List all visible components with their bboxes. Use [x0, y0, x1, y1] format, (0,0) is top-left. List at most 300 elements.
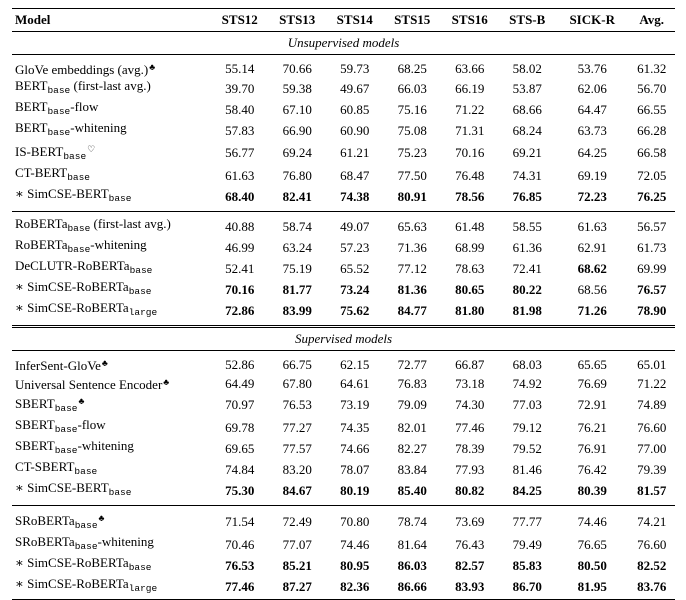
- model-subscript: base: [47, 85, 71, 96]
- score-cell: 64.47: [577, 101, 607, 117]
- score-cell: 82.36: [340, 578, 370, 594]
- score-cell: 75.62: [340, 302, 370, 318]
- score-cell: 59.73: [340, 60, 370, 76]
- table-header: [12, 9, 675, 32]
- header-row: [12, 9, 675, 32]
- score-cell: 76.60: [637, 419, 667, 435]
- score-cell: 73.18: [455, 375, 485, 391]
- score-cell: 79.12: [512, 419, 542, 435]
- score-cell: 69.99: [637, 260, 667, 276]
- model-subscript: base: [54, 445, 78, 456]
- table-row: [12, 186, 675, 207]
- score-cell: 80.39: [577, 482, 607, 498]
- score-cell: 68.99: [455, 239, 485, 255]
- score-cell: 81.77: [282, 281, 312, 297]
- model-suffix: -whitening: [70, 120, 127, 135]
- score-cell: 62.06: [577, 80, 607, 96]
- score-cell: 76.57: [637, 281, 667, 297]
- footnote-symbol: ♡: [87, 144, 96, 154]
- model-name-cell: [12, 510, 211, 534]
- model-subscript: base: [67, 244, 91, 255]
- score-cell: 77.12: [397, 260, 427, 276]
- score-cell: 72.86: [225, 302, 255, 318]
- score-cell: 76.25: [637, 188, 667, 204]
- model-name-cell: [12, 78, 211, 99]
- score-cell: 78.39: [455, 440, 485, 456]
- column-header: STS-B: [499, 9, 557, 32]
- score-cell: 76.91: [577, 440, 607, 456]
- score-cell: 52.86: [225, 356, 255, 372]
- score-cell: 58.74: [282, 218, 312, 234]
- column-header: STS13: [269, 9, 327, 32]
- column-header: STS15: [384, 9, 442, 32]
- score-cell: 59.38: [282, 80, 312, 96]
- model-subscript: base: [128, 286, 152, 297]
- table-row: [12, 216, 675, 237]
- table-row: [12, 279, 675, 300]
- model-name: BERT: [15, 78, 48, 93]
- score-cell: 72.23: [577, 188, 607, 204]
- score-cell: 46.99: [225, 239, 255, 255]
- column-header: SICK-R: [556, 9, 628, 32]
- model-suffix: (first-last avg.): [90, 216, 171, 231]
- score-cell: 84.25: [512, 482, 542, 498]
- score-cell: 69.19: [577, 167, 607, 183]
- score-cell: 66.19: [455, 80, 485, 96]
- score-cell: 80.50: [577, 557, 607, 573]
- model-name: ∗ SimCSE-BERT: [15, 480, 109, 495]
- score-cell: 77.46: [225, 578, 255, 594]
- score-cell: 65.65: [577, 356, 607, 372]
- model-subscript: base: [108, 193, 132, 204]
- score-cell: 74.46: [340, 536, 370, 552]
- score-cell: 77.27: [282, 419, 312, 435]
- model-subscript: large: [128, 583, 158, 594]
- table-row: [12, 120, 675, 141]
- score-cell: 82.41: [282, 188, 312, 204]
- model-name-cell: [12, 480, 211, 501]
- score-cell: 49.07: [340, 218, 370, 234]
- score-cell: 71.36: [397, 239, 427, 255]
- score-cell: 66.28: [637, 122, 667, 138]
- score-cell: 60.85: [340, 101, 370, 117]
- model-name-cell: [12, 237, 211, 258]
- table-row: [12, 258, 675, 279]
- model-name: SRoBERTa: [15, 534, 75, 549]
- model-name: CT-BERT: [15, 165, 68, 180]
- model-suffix: -flow: [70, 99, 99, 114]
- model-name: RoBERTa: [15, 237, 68, 252]
- model-name: SBERT: [15, 438, 55, 453]
- model-name-cell: [12, 300, 211, 321]
- score-cell: 49.67: [340, 80, 370, 96]
- score-cell: 62.15: [340, 356, 370, 372]
- score-cell: 83.76: [637, 578, 667, 594]
- model-name-cell: [12, 576, 211, 597]
- model-name-cell: [12, 438, 211, 459]
- score-cell: 78.63: [455, 260, 485, 276]
- model-subscript: base: [47, 106, 71, 117]
- score-cell: 71.31: [455, 122, 485, 138]
- score-cell: 75.23: [397, 145, 427, 160]
- score-cell: 76.53: [225, 557, 255, 573]
- model-name: BERT: [15, 99, 48, 114]
- model-suffix: -flow: [77, 417, 106, 432]
- table-row: [12, 59, 675, 78]
- score-cell: 76.69: [577, 375, 607, 391]
- score-cell: 64.49: [225, 375, 255, 391]
- score-cell: 78.90: [637, 302, 667, 318]
- score-cell: 66.90: [282, 122, 312, 138]
- model-name-cell: [12, 534, 211, 555]
- model-subscript: base: [129, 265, 153, 276]
- model-name-cell: [12, 216, 211, 237]
- score-cell: 76.85: [512, 188, 542, 204]
- score-cell: 86.66: [397, 578, 427, 594]
- score-cell: 75.30: [225, 482, 255, 498]
- score-cell: 80.65: [455, 281, 485, 297]
- model-name: BERT: [15, 120, 48, 135]
- model-name: SBERT: [15, 396, 55, 411]
- table-body: [12, 32, 675, 600]
- score-cell: 70.80: [340, 514, 370, 529]
- score-cell: 58.02: [512, 60, 542, 76]
- score-cell: 64.25: [577, 145, 607, 160]
- score-cell: 75.16: [397, 101, 427, 117]
- score-cell: 69.65: [225, 440, 255, 456]
- score-cell: 74.66: [340, 440, 370, 456]
- score-cell: 72.05: [637, 167, 667, 183]
- score-cell: 68.47: [340, 167, 370, 183]
- score-cell: 77.03: [512, 397, 542, 412]
- score-cell: 66.87: [455, 356, 485, 372]
- score-cell: 40.88: [225, 218, 255, 234]
- score-cell: 70.46: [225, 536, 255, 552]
- table-row: [12, 417, 675, 438]
- model-name-cell: [12, 141, 211, 165]
- score-cell: 61.36: [512, 239, 542, 255]
- table-row: [12, 141, 675, 165]
- model-suffix: -whitening: [77, 438, 134, 453]
- table-row: [12, 165, 675, 186]
- model-subscript: base: [54, 424, 78, 435]
- score-cell: 57.23: [340, 239, 370, 255]
- score-cell: 70.16: [225, 281, 255, 297]
- score-cell: 83.99: [282, 302, 312, 318]
- score-cell: 53.87: [512, 80, 542, 96]
- score-cell: 64.61: [340, 375, 370, 391]
- score-cell: 67.80: [282, 375, 312, 391]
- score-cell: 76.80: [282, 167, 312, 183]
- score-cell: 68.24: [512, 122, 542, 138]
- score-cell: 58.40: [225, 101, 255, 117]
- model-name: ∗ SimCSE-RoBERTa: [15, 279, 129, 294]
- model-name: GloVe embeddings (avg.): [15, 62, 149, 77]
- score-cell: 71.26: [577, 302, 607, 318]
- score-cell: 61.32: [637, 60, 667, 76]
- score-cell: 84.77: [397, 302, 427, 318]
- score-cell: 61.48: [455, 218, 485, 234]
- footnote-symbol: ♣: [78, 396, 85, 406]
- score-cell: 79.39: [637, 461, 667, 477]
- model-name-cell: [12, 417, 211, 438]
- score-cell: 82.27: [397, 440, 427, 456]
- model-subscript: base: [54, 403, 78, 414]
- model-name-cell: [12, 374, 211, 393]
- score-cell: 79.52: [512, 440, 542, 456]
- score-cell: 72.41: [512, 260, 542, 276]
- score-cell: 74.92: [512, 375, 542, 391]
- score-cell: 73.24: [340, 281, 370, 297]
- table-row: [12, 438, 675, 459]
- model-name: ∗ SimCSE-RoBERTa: [15, 555, 129, 570]
- results-table: [12, 8, 675, 600]
- model-subscript: base: [108, 487, 132, 498]
- score-cell: 68.62: [577, 260, 607, 276]
- score-cell: 58.55: [512, 218, 542, 234]
- score-cell: 68.03: [512, 356, 542, 372]
- column-header: STS16: [441, 9, 499, 32]
- score-cell: 74.30: [455, 397, 485, 412]
- score-cell: 74.21: [637, 514, 667, 529]
- score-cell: 70.16: [455, 145, 485, 160]
- score-cell: 76.43: [455, 536, 485, 552]
- score-cell: 80.19: [340, 482, 370, 498]
- score-cell: 74.38: [340, 188, 370, 204]
- score-cell: 82.01: [397, 419, 427, 435]
- score-cell: 76.60: [637, 536, 667, 552]
- model-name: SBERT: [15, 417, 55, 432]
- score-cell: 72.91: [577, 397, 607, 412]
- score-cell: 65.63: [397, 218, 427, 234]
- score-cell: 56.57: [637, 218, 667, 234]
- score-cell: 80.82: [455, 482, 485, 498]
- score-cell: 86.70: [512, 578, 542, 594]
- model-name: RoBERTa: [15, 216, 68, 231]
- footnote-symbol: ♣: [149, 62, 156, 72]
- score-cell: 82.52: [637, 557, 667, 573]
- score-cell: 81.64: [397, 536, 427, 552]
- score-cell: 56.70: [637, 80, 667, 96]
- score-cell: 82.57: [455, 557, 485, 573]
- score-cell: 68.66: [512, 101, 542, 117]
- score-cell: 74.46: [577, 514, 607, 529]
- score-cell: 65.52: [340, 260, 370, 276]
- model-name: InferSent-GloVe: [15, 358, 101, 373]
- model-name: ∗ SimCSE-RoBERTa: [15, 576, 129, 591]
- model-name-cell: [12, 99, 211, 120]
- score-cell: 74.31: [512, 167, 542, 183]
- score-cell: 81.36: [397, 281, 427, 297]
- column-header: Model: [12, 9, 211, 32]
- score-cell: 85.21: [282, 557, 312, 573]
- footnote-symbol: ♣: [98, 513, 105, 523]
- model-name: DeCLUTR-RoBERTa: [15, 258, 130, 273]
- model-subscript: base: [67, 223, 91, 234]
- score-cell: 77.07: [282, 536, 312, 552]
- score-cell: 76.42: [577, 461, 607, 477]
- table-row: [12, 99, 675, 120]
- score-cell: 71.22: [455, 101, 485, 117]
- score-cell: 63.24: [282, 239, 312, 255]
- score-cell: 78.07: [340, 461, 370, 477]
- footnote-symbol: ♣: [163, 377, 170, 387]
- score-cell: 77.00: [637, 440, 667, 456]
- score-cell: 80.91: [397, 188, 427, 204]
- model-subscript: base: [67, 172, 91, 183]
- table-row: [12, 237, 675, 258]
- score-cell: 83.20: [282, 461, 312, 477]
- score-cell: 78.56: [455, 188, 485, 204]
- rule-cell: [12, 597, 675, 600]
- score-cell: 55.14: [225, 60, 255, 76]
- score-cell: 65.01: [637, 356, 667, 372]
- score-cell: 69.78: [225, 419, 255, 435]
- score-cell: 67.10: [282, 101, 312, 117]
- score-cell: 76.83: [397, 375, 427, 391]
- model-suffix: -whitening: [90, 237, 147, 252]
- table-row: [12, 555, 675, 576]
- model-name-cell: [12, 165, 211, 186]
- model-name-cell: [12, 186, 211, 207]
- score-cell: 77.77: [512, 514, 542, 529]
- score-cell: 84.67: [282, 482, 312, 498]
- column-header: STS14: [326, 9, 384, 32]
- score-cell: 75.08: [397, 122, 427, 138]
- score-cell: 71.22: [637, 375, 667, 391]
- model-suffix: -whitening: [97, 534, 154, 549]
- table-row: [12, 576, 675, 597]
- score-cell: 81.95: [577, 578, 607, 594]
- table-row: [12, 393, 675, 417]
- score-cell: 74.89: [637, 397, 667, 412]
- score-cell: 85.40: [397, 482, 427, 498]
- column-header: Avg.: [628, 9, 675, 32]
- model-subscript: large: [128, 307, 158, 318]
- model-subscript: base: [47, 127, 71, 138]
- score-cell: 66.55: [637, 101, 667, 117]
- model-subscript: base: [128, 562, 152, 573]
- model-name-cell: [12, 555, 211, 576]
- score-cell: 76.48: [455, 167, 485, 183]
- score-cell: 73.19: [340, 397, 370, 412]
- score-cell: 72.77: [397, 356, 427, 372]
- table-row: [12, 459, 675, 480]
- model-subscript: base: [74, 520, 98, 531]
- model-name-cell: [12, 459, 211, 480]
- score-cell: 83.84: [397, 461, 427, 477]
- model-name-cell: [12, 59, 211, 78]
- footnote-symbol: ♣: [101, 358, 108, 368]
- score-cell: 70.97: [225, 397, 255, 412]
- model-suffix: (first-last avg.): [70, 78, 151, 93]
- score-cell: 76.21: [577, 419, 607, 435]
- score-cell: 77.50: [397, 167, 427, 183]
- score-cell: 61.21: [340, 145, 370, 160]
- score-cell: 61.63: [577, 218, 607, 234]
- score-cell: 76.53: [282, 397, 312, 412]
- model-name: ∗ SimCSE-BERT: [15, 186, 109, 201]
- model-name-cell: [12, 355, 211, 374]
- score-cell: 74.84: [225, 461, 255, 477]
- score-cell: 78.74: [397, 514, 427, 529]
- score-cell: 69.24: [282, 145, 312, 160]
- table-row: [12, 300, 675, 321]
- score-cell: 79.49: [512, 536, 542, 552]
- section-header-row: [12, 32, 675, 55]
- table-row: [12, 374, 675, 393]
- score-cell: 80.22: [512, 281, 542, 297]
- model-name: CT-SBERT: [15, 459, 75, 474]
- model-subscript: base: [74, 541, 98, 552]
- score-cell: 73.69: [455, 514, 485, 529]
- score-cell: 77.57: [282, 440, 312, 456]
- section-title: Unsupervised models: [12, 32, 675, 55]
- score-cell: 85.83: [512, 557, 542, 573]
- table-row: [12, 510, 675, 534]
- score-cell: 81.57: [637, 482, 667, 498]
- score-cell: 87.27: [282, 578, 312, 594]
- score-cell: 66.58: [637, 145, 667, 160]
- model-name-cell: [12, 120, 211, 141]
- section-header-row: [12, 327, 675, 351]
- score-cell: 63.66: [455, 60, 485, 76]
- score-cell: 68.40: [225, 188, 255, 204]
- table-row: [12, 78, 675, 99]
- score-cell: 76.65: [577, 536, 607, 552]
- model-name-cell: [12, 279, 211, 300]
- model-name: IS-BERT: [15, 144, 64, 159]
- score-cell: 57.83: [225, 122, 255, 138]
- score-cell: 39.70: [225, 80, 255, 96]
- score-cell: 62.91: [577, 239, 607, 255]
- column-header: STS12: [211, 9, 269, 32]
- table-row: [12, 480, 675, 501]
- section-title: Supervised models: [12, 327, 675, 351]
- score-cell: 61.63: [225, 167, 255, 183]
- score-cell: 71.54: [225, 514, 255, 529]
- score-cell: 66.03: [397, 80, 427, 96]
- score-cell: 52.41: [225, 260, 255, 276]
- model-name: SRoBERTa: [15, 513, 75, 528]
- model-name: Universal Sentence Encoder: [15, 377, 163, 392]
- score-cell: 77.93: [455, 461, 485, 477]
- score-cell: 69.21: [512, 145, 542, 160]
- score-cell: 66.75: [282, 356, 312, 372]
- model-name-cell: [12, 258, 211, 279]
- score-cell: 70.66: [282, 60, 312, 76]
- score-cell: 72.49: [282, 514, 312, 529]
- table-row: [12, 534, 675, 555]
- score-cell: 81.98: [512, 302, 542, 318]
- score-cell: 81.46: [512, 461, 542, 477]
- score-cell: 68.56: [577, 281, 607, 297]
- score-cell: 68.25: [397, 60, 427, 76]
- score-cell: 56.77: [225, 145, 255, 160]
- table-rule: [12, 597, 675, 600]
- model-name-cell: [12, 393, 211, 417]
- score-cell: 83.93: [455, 578, 485, 594]
- score-cell: 86.03: [397, 557, 427, 573]
- score-cell: 79.09: [397, 397, 427, 412]
- score-cell: 75.19: [282, 260, 312, 276]
- model-name: ∗ SimCSE-RoBERTa: [15, 300, 129, 315]
- model-subscript: base: [74, 466, 98, 477]
- table-row: [12, 355, 675, 374]
- score-cell: 80.95: [340, 557, 370, 573]
- score-cell: 63.73: [577, 122, 607, 138]
- score-cell: 74.35: [340, 419, 370, 435]
